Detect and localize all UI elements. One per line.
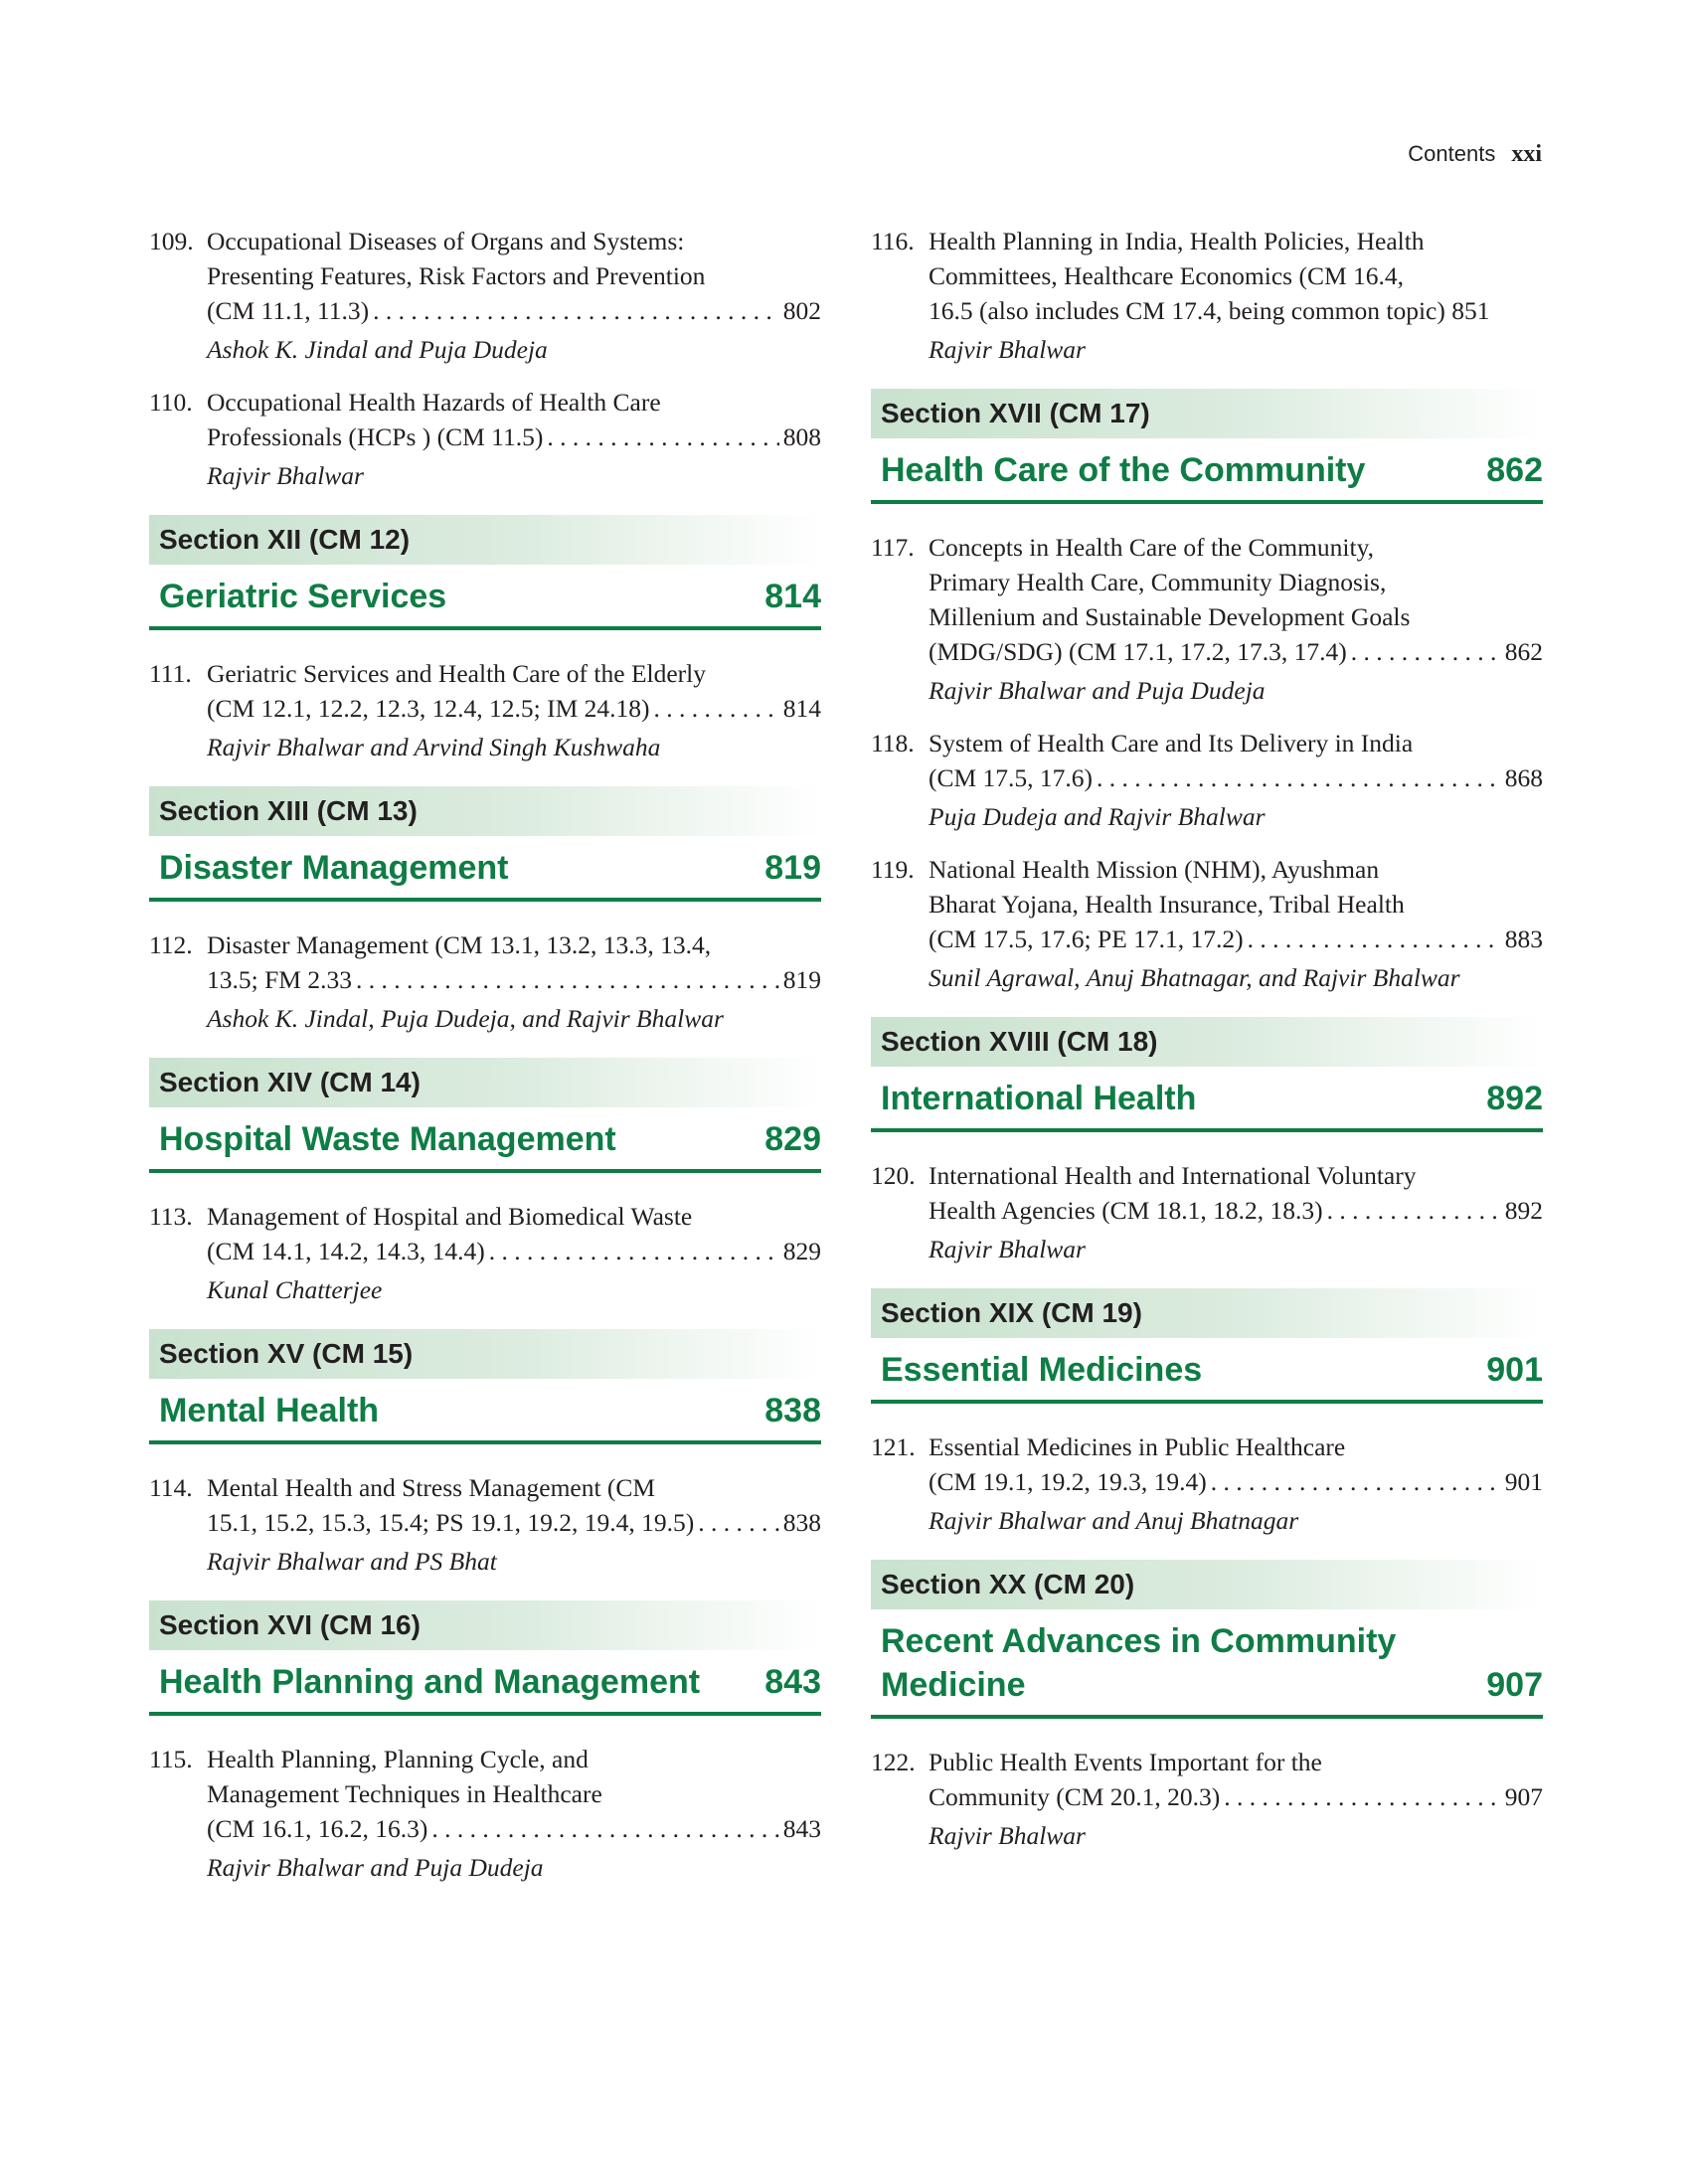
- section-title-bar[interactable]: [871, 438, 1543, 504]
- entry-page: 907: [1504, 1782, 1543, 1811]
- section-title-bar[interactable]: [149, 836, 821, 902]
- section-20-header: [871, 1560, 1543, 1719]
- entry-number: 110.: [149, 388, 193, 417]
- entry-title-line: Bharat Yojana, Health Insurance, Tribal Health: [929, 890, 1405, 919]
- section-band: Section XX (CM 20): [871, 1560, 1543, 1609]
- section-19-header: [871, 1288, 1543, 1404]
- page-number: xxi: [1511, 141, 1542, 167]
- toc-entry-121[interactable]: [871, 1429, 1543, 1538]
- entry-title-line: System of Health Care and Its Delivery in India: [929, 729, 1414, 757]
- section-18-header: [871, 1017, 1543, 1132]
- entry-authors: Rajvir Bhalwar: [207, 461, 364, 490]
- entry-number: 122.: [871, 1748, 916, 1776]
- toc-entry-111[interactable]: [149, 656, 821, 764]
- section-title-bar[interactable]: [149, 565, 821, 630]
- entry-title-line: Professionals (HCPs ) (CM 11.5): [207, 422, 544, 451]
- left-column: [149, 224, 821, 1903]
- entry-title-line: Occupational Diseases of Organs and Systems:: [207, 227, 685, 255]
- section-page: 829: [764, 1120, 821, 1158]
- section-16-header: [149, 1600, 821, 1716]
- entry-number: 115.: [149, 1745, 193, 1773]
- entry-page: 851: [1451, 296, 1490, 325]
- section-title-bar[interactable]: [149, 1650, 821, 1716]
- section-page: 862: [1486, 451, 1543, 489]
- section-12-header: [149, 515, 821, 630]
- section-title: Geriatric Services: [159, 578, 447, 615]
- toc-entry-113[interactable]: [149, 1199, 821, 1307]
- entry-title-line: (CM 17.5, 17.6; PE 17.1, 17.2): [929, 924, 1244, 953]
- section-band: Section XIV (CM 14): [149, 1058, 821, 1107]
- entry-title-line: (CM 14.1, 14.2, 14.3, 14.4): [207, 1237, 485, 1265]
- section-title-bar[interactable]: [871, 1067, 1543, 1132]
- dot-leader: [698, 1505, 779, 1540]
- entry-authors: Ashok K. Jindal and Puja Dudeja: [207, 335, 548, 364]
- section-page: 814: [764, 578, 821, 615]
- entry-page: 892: [1504, 1196, 1543, 1225]
- dot-leader: [654, 691, 779, 726]
- entry-authors: Rajvir Bhalwar: [929, 1235, 1086, 1263]
- entry-title-line: Occupational Health Hazards of Health Care: [207, 388, 661, 417]
- entry-authors: Rajvir Bhalwar: [929, 1821, 1086, 1850]
- toc-entry-112[interactable]: [149, 927, 821, 1036]
- dot-leader: [1327, 1193, 1501, 1228]
- section-band: Section XVI (CM 16): [149, 1600, 821, 1650]
- toc-entry-118[interactable]: [871, 726, 1543, 834]
- section-title: Health Care of the Community: [881, 451, 1366, 489]
- entry-page: 819: [782, 965, 821, 994]
- entry-title-line: Community (CM 20.1, 20.3): [929, 1782, 1221, 1811]
- section-title: [881, 1619, 1396, 1707]
- dot-leader: [1097, 760, 1501, 795]
- dot-leader: [1351, 634, 1501, 669]
- running-head-label: Contents: [1408, 141, 1496, 166]
- section-band: Section XIII (CM 13): [149, 786, 821, 836]
- section-page: 907: [1486, 1666, 1543, 1704]
- entry-number: 118.: [871, 729, 915, 757]
- entry-title-line: Management of Hospital and Biomedical Waste: [207, 1202, 693, 1231]
- entry-authors: Ashok K. Jindal, Puja Dudeja, and Rajvir Bhalwar: [207, 1004, 724, 1033]
- entry-title-line: Concepts in Health Care of the Community,: [929, 533, 1375, 562]
- section-page: 892: [1486, 1080, 1543, 1117]
- entry-title-line: (CM 19.1, 19.2, 19.3, 19.4): [929, 1467, 1207, 1496]
- section-title: Health Planning and Management: [159, 1663, 701, 1701]
- entry-page: 838: [782, 1508, 821, 1537]
- section-title: Essential Medicines: [881, 1351, 1203, 1389]
- section-page: 838: [764, 1392, 821, 1429]
- entry-title-line: Committees, Healthcare Economics (CM 16.4,: [929, 261, 1405, 290]
- entry-title-line: (CM 11.1, 11.3): [207, 296, 370, 325]
- section-title: Disaster Management: [159, 849, 509, 887]
- dot-leader: [1224, 1779, 1500, 1814]
- entry-title-line: Essential Medicines in Public Healthcare: [929, 1432, 1346, 1461]
- section-title-bar[interactable]: [871, 1338, 1543, 1404]
- entry-page: 814: [782, 694, 821, 723]
- entry-page: 843: [782, 1814, 821, 1843]
- entry-title-line: (CM 12.1, 12.2, 12.3, 12.4, 12.5; IM 24.18): [207, 694, 650, 723]
- toc-entry-109[interactable]: [149, 224, 821, 367]
- entry-authors: Rajvir Bhalwar: [929, 335, 1086, 364]
- section-title: Hospital Waste Management: [159, 1120, 616, 1158]
- entry-number: 117.: [871, 533, 915, 562]
- section-title: Mental Health: [159, 1392, 380, 1429]
- entry-title-line: Health Agencies (CM 18.1, 18.2, 18.3): [929, 1196, 1323, 1225]
- entry-title-line: Millenium and Sustainable Development Goals: [929, 602, 1411, 631]
- entry-title-line: 13.5; FM 2.33: [207, 965, 352, 994]
- section-15-header: [149, 1329, 821, 1444]
- section-band: Section XV (CM 15): [149, 1329, 821, 1379]
- dot-leader: [1211, 1464, 1501, 1499]
- entry-title-line: International Health and International Voluntary: [929, 1161, 1417, 1190]
- section-title-line: Medicine: [881, 1666, 1026, 1704]
- dot-leader: [373, 293, 779, 328]
- section-title: International Health: [881, 1080, 1197, 1117]
- section-13-header: [149, 786, 821, 902]
- toc-entry-110[interactable]: [149, 385, 821, 493]
- entry-title-line: 15.1, 15.2, 15.3, 15.4; PS 19.1, 19.2, 19.4, 19.5): [207, 1508, 695, 1537]
- section-page: 819: [764, 849, 821, 887]
- entry-title-line: National Health Mission (NHM), Ayushman: [929, 855, 1380, 884]
- entry-number: 121.: [871, 1432, 916, 1461]
- entry-authors: Rajvir Bhalwar and Puja Dudeja: [929, 676, 1266, 705]
- section-band: Section XVIII (CM 18): [871, 1017, 1543, 1067]
- entry-number: 120.: [871, 1161, 916, 1190]
- entry-number: 113.: [149, 1202, 193, 1231]
- entry-page: 883: [1504, 924, 1543, 953]
- entry-number: 116.: [871, 227, 915, 255]
- dot-leader: [1248, 922, 1501, 956]
- dot-leader: [547, 420, 778, 454]
- entry-number: 114.: [149, 1473, 193, 1502]
- entry-page: 808: [782, 422, 821, 451]
- section-14-header: [149, 1058, 821, 1173]
- toc-entry-116[interactable]: [871, 224, 1543, 367]
- entry-number: 111.: [149, 659, 192, 688]
- entry-number: 109.: [149, 227, 194, 255]
- entry-title-line: Public Health Events Important for the: [929, 1748, 1322, 1776]
- entry-title-line: (CM 16.1, 16.2, 16.3): [207, 1814, 428, 1843]
- entry-title-line: (MDG/SDG) (CM 17.1, 17.2, 17.3, 17.4): [929, 637, 1347, 666]
- entry-authors: Kunal Chatterjee: [207, 1275, 383, 1304]
- toc-entry-117[interactable]: [871, 530, 1543, 708]
- entry-number: 112.: [149, 930, 193, 959]
- entry-title-line: Disaster Management (CM 13.1, 13.2, 13.3, 13.4,: [207, 930, 712, 959]
- entry-title-line: Presenting Features, Risk Factors and Prevention: [207, 261, 706, 290]
- toc-entry-115[interactable]: [149, 1742, 821, 1885]
- section-page: 843: [764, 1663, 821, 1701]
- entry-authors: Rajvir Bhalwar and PS Bhat: [207, 1547, 497, 1576]
- section-title-bar[interactable]: [149, 1379, 821, 1444]
- section-page: 901: [1486, 1351, 1543, 1389]
- entry-page: 901: [1504, 1467, 1543, 1496]
- section-band: Section XVII (CM 17): [871, 389, 1543, 438]
- section-17-header: [871, 389, 1543, 504]
- entry-title-line: Health Planning, Planning Cycle, and: [207, 1745, 589, 1773]
- section-band: Section XII (CM 12): [149, 515, 821, 565]
- entry-authors: Rajvir Bhalwar and Anuj Bhatnagar: [929, 1506, 1299, 1535]
- right-column: [871, 224, 1543, 1871]
- entry-title-line: (CM 17.5, 17.6): [929, 763, 1094, 792]
- toc-entry-122[interactable]: [871, 1745, 1543, 1853]
- section-band: Section XIX (CM 19): [871, 1288, 1543, 1338]
- entry-authors: Rajvir Bhalwar and Arvind Singh Kushwaha: [207, 733, 661, 761]
- entry-page: 868: [1504, 763, 1543, 792]
- dot-leader: [431, 1811, 778, 1846]
- running-head: [1408, 141, 1542, 168]
- entry-authors: Puja Dudeja and Rajvir Bhalwar: [929, 802, 1266, 831]
- entry-page: 829: [782, 1237, 821, 1265]
- entry-title-line: Health Planning in India, Health Policies, Health: [929, 227, 1425, 255]
- entry-title-line: Primary Health Care, Community Diagnosis,: [929, 568, 1387, 596]
- entry-title-line: 16.5 (also includes CM 17.4, being common topic): [929, 296, 1445, 325]
- entry-number: 119.: [871, 855, 915, 884]
- entry-page: 802: [782, 296, 821, 325]
- entry-page: 862: [1504, 637, 1543, 666]
- section-title-line: Recent Advances in Community: [881, 1622, 1397, 1660]
- dot-leader: [356, 962, 779, 997]
- entry-authors: Rajvir Bhalwar and Puja Dudeja: [207, 1853, 544, 1882]
- toc-entry-114[interactable]: [149, 1470, 821, 1579]
- section-title-bar[interactable]: [149, 1107, 821, 1173]
- section-title-bar[interactable]: [871, 1609, 1543, 1719]
- dot-leader: [489, 1234, 779, 1268]
- entry-title-line: Geriatric Services and Health Care of the Elderly: [207, 659, 706, 688]
- entry-authors: Sunil Agrawal, Anuj Bhatnagar, and Rajvir Bhalwar: [929, 963, 1460, 992]
- entry-title-line: Management Techniques in Healthcare: [207, 1779, 602, 1808]
- toc-entry-119[interactable]: [871, 852, 1543, 995]
- toc-entry-120[interactable]: [871, 1158, 1543, 1266]
- entry-title-line: Mental Health and Stress Management (CM: [207, 1473, 656, 1502]
